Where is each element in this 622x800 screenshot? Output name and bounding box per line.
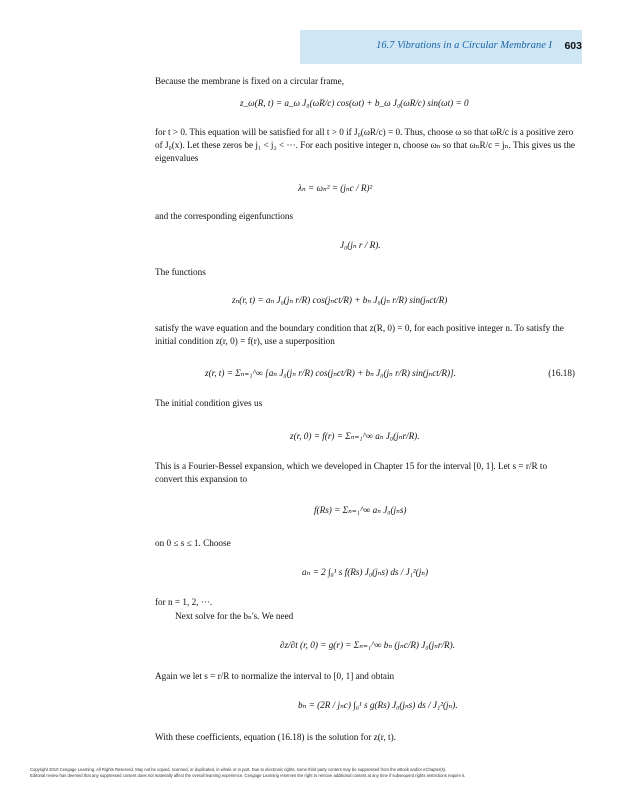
paragraph-6: The initial condition gives us xyxy=(155,398,263,408)
paragraph-2: for t > 0. This equation will be satisfied for all t > 0 if J₀(ωR/c) = 0. Thus, choose ω so that ωR/c is a positive zero of J₀(x). Let these zeros be j₁ < j₂ < ···. For each positive integer n, choose ωₙ so that ωₙR/c = jₙ. This gives us the eigenvalues xyxy=(155,127,575,163)
page-number: 603 xyxy=(564,40,582,52)
equation-superposition: z(r, t) = Σₙ₌₁^∞ [aₙ J₀(jₙ r/R) cos(jₙct/R) + bₙ J₀(jₙ r/R) sin(jₙct/R)]. xyxy=(205,368,456,378)
equation-boundary: z_ω(R, t) = a_ω J₀(ωR/c) cos(ωt) + b_ω J₀(ωR/c) sin(ωt) = 0 xyxy=(240,98,469,108)
equation-zn: zₙ(r, t) = aₙ J₀(jₙ r/R) cos(jₙct/R) + bₙ J₀(jₙ r/R) sin(jₙct/R) xyxy=(232,295,448,305)
running-header-title: 16.7 Vibrations in a Circular Membrane I xyxy=(376,40,552,51)
paragraph-5: satisfy the wave equation and the boundary condition that z(R, 0) = 0, for each positive integer n. To satisfy the initial condition z(r, 0) = f(r), use a superposition xyxy=(155,323,564,346)
equation-eigenfunctions: J₀(jₙ r / R). xyxy=(340,240,381,250)
footer-line-2: Editorial review has deemed that any suppressed content does not materially affect the overall learning experience. Cengage Learning reserves the right to remove additional content at any time if subsequent rights restrictions require it. xyxy=(30,773,466,778)
equation-an: aₙ = 2 ∫₀¹ s f(Rs) J₀(jₙs) ds / J₁²(jₙ) xyxy=(302,567,429,577)
equation-fourier-bessel: f(Rs) = Σₙ₌₁^∞ aₙ J₀(jₙs) xyxy=(314,505,407,515)
equation-velocity: ∂z/∂t (r, 0) = g(r) = Σₙ₌₁^∞ bₙ (jₙc/R) J₀(jₙr/R). xyxy=(280,640,455,650)
paragraph-7: This is a Fourier-Bessel expansion, which we developed in Chapter 15 for the interval [0, 1]. Let s = r/R to convert this expansion to xyxy=(155,461,548,484)
paragraph-10: Next solve for the bₙ's. We need xyxy=(175,611,294,621)
paragraph-12: With these coefficients, equation (16.18) is the solution for z(r, t). xyxy=(155,732,396,742)
paragraph-1: Because the membrane is fixed on a circular frame, xyxy=(155,76,345,86)
paragraph-9: for n = 1, 2, ···. xyxy=(155,597,213,607)
equation-number-16-18: (16.18) xyxy=(548,368,575,378)
footer-line-1: Copyright 2010 Cengage Learning. All Rights Reserved. May not be copied, scanned, or duplicated, in whole or in part. Due to electronic rights, some third party content may be suppressed from the eBook and/or eChapter(s). xyxy=(30,767,447,772)
paragraph-8: on 0 ≤ s ≤ 1. Choose xyxy=(155,538,231,548)
equation-initial-condition: z(r, 0) = f(r) = Σₙ₌₁^∞ aₙ J₀(jₙr/R). xyxy=(290,431,420,441)
paragraph-4: The functions xyxy=(155,267,206,277)
paragraph-3: and the corresponding eigenfunctions xyxy=(155,211,294,221)
equation-eigenvalues: λₙ = ωₙ² = (jₙc / R)² xyxy=(298,183,373,193)
equation-bn: bₙ = (2R / jₙc) ∫₀¹ s g(Rs) J₀(jₙs) ds / J₁²(jₙ). xyxy=(298,700,458,710)
paragraph-11: Again we let s = r/R to normalize the interval to [0, 1] and obtain xyxy=(155,671,395,681)
copyright-footer xyxy=(30,767,590,779)
